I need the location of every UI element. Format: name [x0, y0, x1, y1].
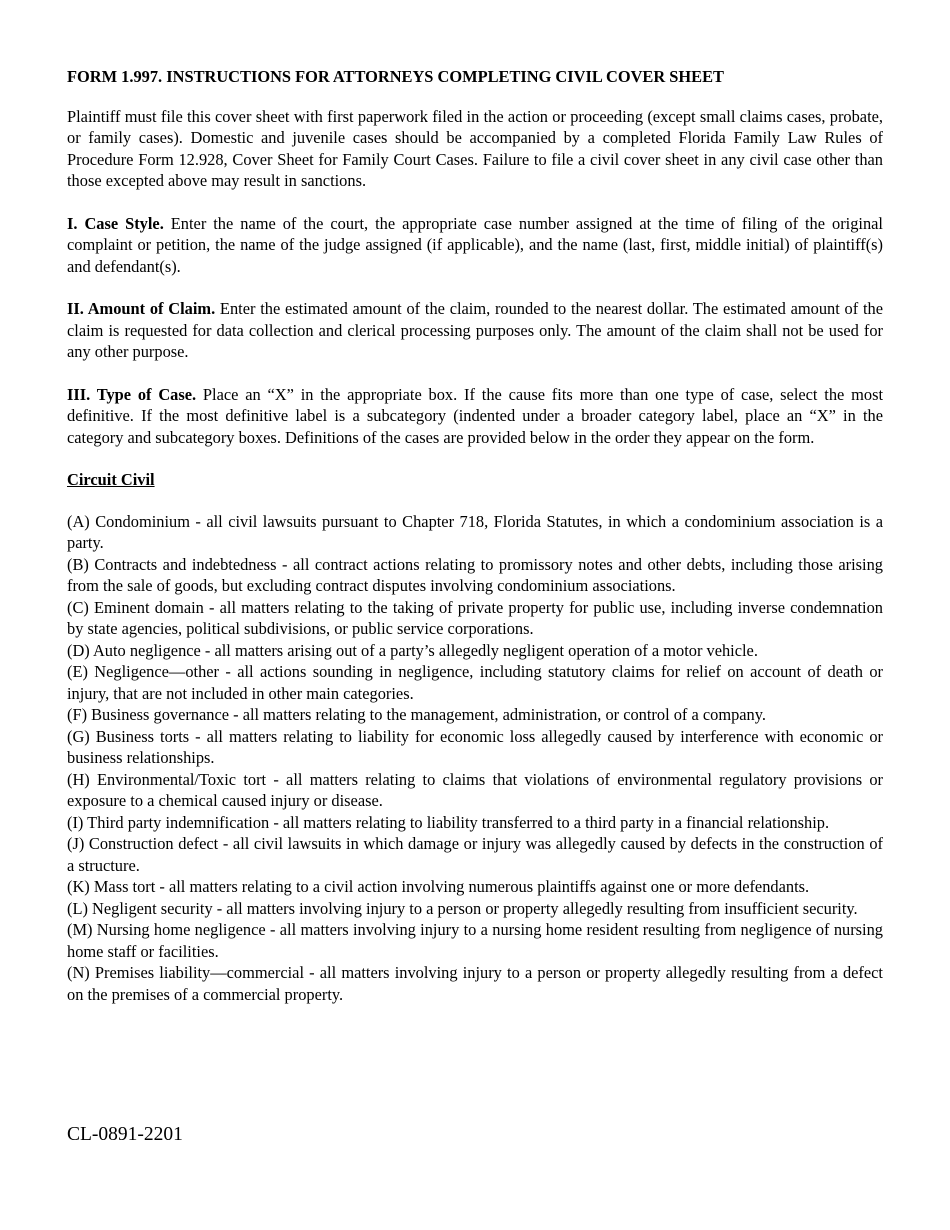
case-type-item: (B) Contracts and indebtedness - all contract actions relating to promissory notes and other debts, including those arising from the sale of goods, but excluding contract disputes involving condominium associations. — [67, 554, 883, 595]
type-of-case-heading: III. Type of Case. — [67, 384, 197, 404]
case-style-paragraph — [67, 213, 883, 278]
case-type-list — [67, 511, 883, 1006]
case-type-item: (C) Eminent domain - all matters relating to the taking of private property for public use, including inverse condemnation by state agencies, political subdivisions, or public service corporations. — [67, 597, 883, 638]
case-type-item: (G) Business torts - all matters relating to liability for economic loss allegedly caused by interference with economic or business relationships. — [67, 726, 883, 767]
type-of-case-text: Place an “X” in the appropriate box. If the cause fits more than one type of case, select the most definitive. If the most definitive label is a subcategory (indented under a broader category label, place an “X” in the category and subcategory boxes. Definitions of the cases are provided below in the order they appear on the form. — [67, 384, 883, 447]
case-type-item: (I) Third party indemnification - all matters relating to liability transferred to a third party in a financial relationship. — [67, 812, 830, 832]
case-type-item: (N) Premises liability—commercial - all matters involving injury to a person or property allegedly resulting from a defect on the premises of a commercial property. — [67, 963, 883, 1004]
case-type-item: (F) Business governance - all matters relating to the management, administration, or control of a company. — [67, 705, 766, 724]
type-of-case-paragraph — [67, 384, 883, 449]
amount-of-claim-paragraph — [67, 298, 883, 363]
circuit-civil-heading-wrap — [67, 469, 883, 491]
case-type-item: (H) Environmental/Toxic tort - all matters relating to claims that violations of environmental regulatory provisions or exposure to a chemical caused injury or disease. — [67, 769, 883, 810]
case-style-text: Enter the name of the court, the appropriate case number assigned at the time of filing of the original complaint or petition, the name of the judge assigned (if applicable), and the name (last, first, middle initial) of plaintiff(s) and defendant(s). — [67, 213, 883, 276]
case-type-item: (J) Construction defect - all civil lawsuits in which damage or injury was allegedly caused by defects in the construction of a structure. — [67, 834, 883, 875]
amount-of-claim-heading: II. Amount of Claim. — [67, 299, 216, 318]
amount-of-claim-text: Enter the estimated amount of the claim, rounded to the nearest dollar. The estimated amount of the claim is requested for data collection and clerical processing purposes only. The amount of the claim shall not be used for any other purpose. — [67, 299, 883, 361]
form-code-footer: CL-0891-2201 — [67, 1124, 183, 1145]
case-type-item: (K) Mass tort - all matters relating to a civil action involving numerous plaintiffs against one or more defendants. — [67, 877, 810, 896]
circuit-civil-heading: Circuit Civil — [67, 470, 155, 489]
case-type-item: (M) Nursing home negligence - all matters involving injury to a nursing home resident resulting from negligence of nursing home staff or facilities. — [67, 920, 883, 961]
intro-paragraph: Plaintiff must file this cover sheet with first paperwork filed in the action or proceeding (except small claims cases, probate, or family cases). Domestic and juvenile cases should be accompanied by a completed Florida Family Law Rules of Procedure Form 12.928, Cover Sheet for Family Court Cases. Failure to file a civil cover sheet in any civil case other than those excepted above may result in sanctions. — [67, 106, 883, 190]
case-type-item: (E) Negligence—other - all actions sounding in negligence, including statutory claims for relief on account of death or injury, that are not included in other main categories. — [67, 662, 883, 703]
case-type-item: (L) Negligent security - all matters involving injury to a person or property allegedly resulting from insufficient security. — [67, 898, 858, 918]
case-style-heading: I. Case Style. — [67, 213, 164, 233]
case-type-item: (A) Condominium - all civil lawsuits pursuant to Chapter 718, Florida Statutes, in which a condominium association is a party. — [67, 511, 883, 552]
form-title: FORM 1.997. INSTRUCTIONS FOR ATTORNEYS COMPLETING CIVIL COVER SHEET — [67, 67, 724, 86]
document-page — [67, 66, 883, 1005]
case-type-item: (D) Auto negligence - all matters arising out of a party’s allegedly negligent operation of a motor vehicle. — [67, 640, 758, 660]
